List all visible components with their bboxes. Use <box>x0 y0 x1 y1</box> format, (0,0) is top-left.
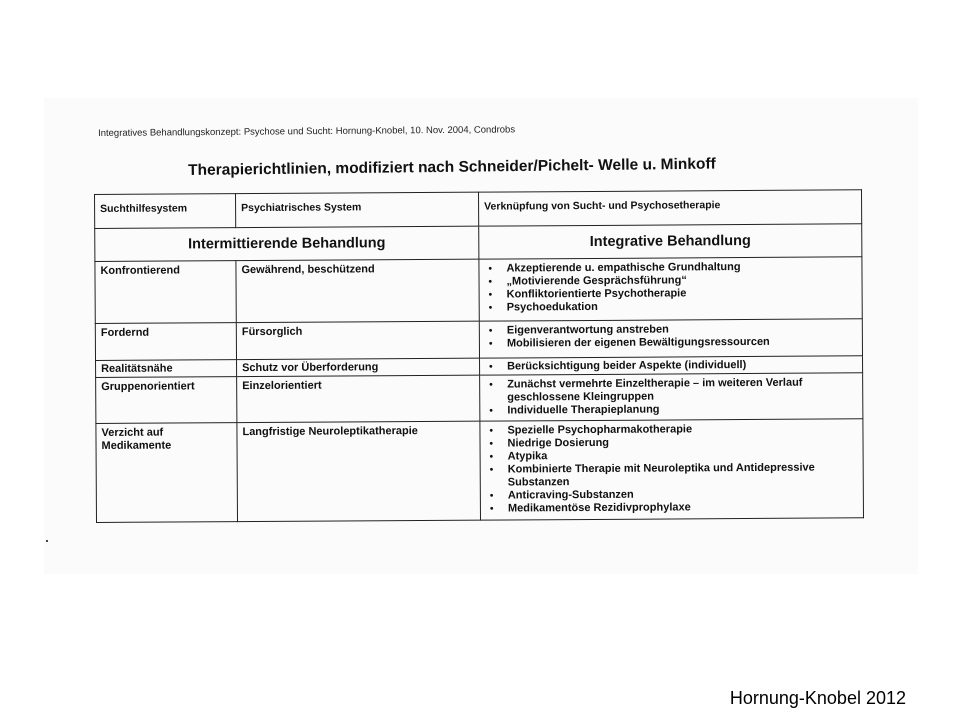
list-item: • Psychoedukation <box>507 299 857 314</box>
cell-integrativ <box>480 373 863 421</box>
therapy-guidelines-table <box>94 189 852 523</box>
scan-speck <box>46 540 48 542</box>
list-item: • Zunächst vermehrte Einzeltherapie – im weiteren Verlauf geschlossene Kleingruppen <box>507 376 857 404</box>
document-header: Integratives Behandlungskonzept: Psychose und Sucht: Hornung-Knobel, 10. Nov. 2004, Condrobs <box>98 124 516 139</box>
cell-suchthilfe: Gruppenorientiert <box>96 377 237 424</box>
cell-psychiatrie: Langfristige Neuroleptikatherapie <box>237 421 481 521</box>
list-item: • Spezielle Psychopharmakotherapie <box>507 422 857 437</box>
list-item: • Berücksichtigung beider Aspekte (individuell) <box>507 358 857 373</box>
cell-integrativ <box>479 257 862 321</box>
column-header-verknuepfung: Verknüpfung von Sucht- und Psychosetherapie <box>478 190 861 226</box>
cell-psychiatrie: Einzelorientiert <box>237 375 480 422</box>
list-item: • Mobilisieren der eigenen Bewältigungsressourcen <box>507 335 857 350</box>
list-item: • Akzeptierende u. empathische Grundhaltung <box>506 260 856 275</box>
list-item: • Niedrige Dosierung <box>507 435 857 450</box>
document-title: Therapierichtlinien, modifiziert nach Schneider/Pichelt- Welle u. Minkoff <box>188 155 716 179</box>
bullet-list <box>485 376 857 417</box>
list-item: • Medikamentöse Rezidivprophylaxe <box>508 500 858 515</box>
cell-integrativ <box>480 419 864 520</box>
cell-psychiatrie: Schutz vor Überforderung <box>237 358 480 376</box>
list-item: • Anticraving-Substanzen <box>508 487 858 502</box>
column-header-row <box>95 190 862 229</box>
bullet-list <box>485 422 858 515</box>
section-header-intermittierend: Intermittierende Behandlung <box>95 226 479 261</box>
list-item: • „Motivierende Gesprächsführung“ <box>507 273 857 288</box>
cell-suchthilfe: Verzicht auf Medikamente <box>96 423 238 523</box>
table-row <box>95 257 862 324</box>
list-item: • Kombinierte Therapie mit Neuroleptika und Antidepressive Substanzen <box>508 461 858 489</box>
list-item: • Atypika <box>508 448 858 463</box>
section-header-integrativ: Integrative Behandlung <box>479 224 862 259</box>
column-header-psychiatrisches-system: Psychiatrisches System <box>236 192 479 227</box>
list-item: • Konfliktorientierte Psychotherapie <box>507 286 857 301</box>
section-header-row <box>95 224 862 262</box>
cell-psychiatrie: Gewährend, beschützend <box>236 259 479 322</box>
bullet-list <box>484 260 856 314</box>
list-item: • Individuelle Therapieplanung <box>507 402 857 417</box>
cell-suchthilfe: Realitätsnähe <box>96 360 237 378</box>
bullet-list <box>485 322 857 350</box>
cell-integrativ <box>479 319 862 358</box>
list-item: • Eigenverantwortung anstreben <box>507 322 857 337</box>
cell-suchthilfe: Konfrontierend <box>95 261 236 324</box>
table-row <box>96 373 863 424</box>
slide-credit: Hornung-Knobel 2012 <box>729 688 906 708</box>
bullet-list <box>485 358 857 373</box>
cell-psychiatrie: Fürsorglich <box>236 321 479 359</box>
cell-suchthilfe: Fordernd <box>95 323 236 361</box>
table-row <box>96 419 864 523</box>
column-header-suchthilfesystem: Suchthilfesystem <box>95 194 236 229</box>
table-row <box>95 319 862 361</box>
